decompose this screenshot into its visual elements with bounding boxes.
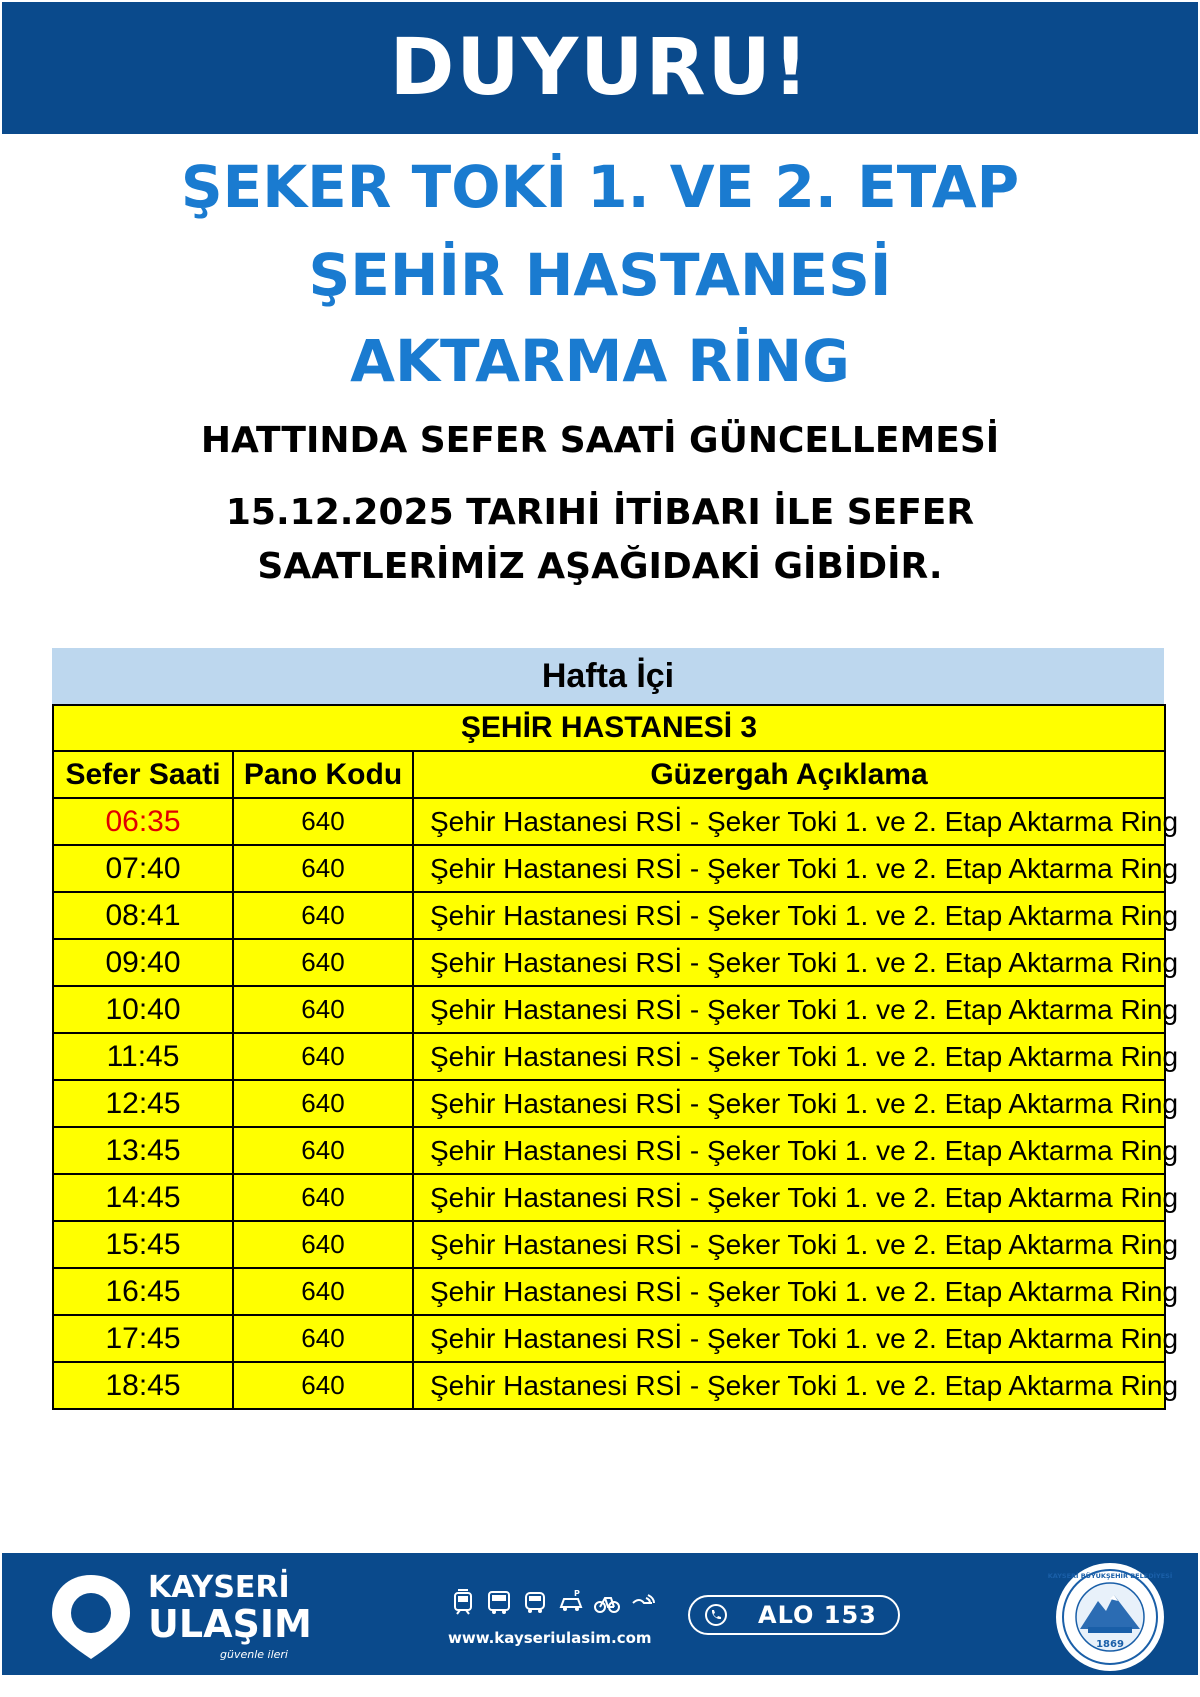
board-code: 640 — [233, 1221, 413, 1268]
seal-year: 1869 — [1096, 1639, 1124, 1650]
phone-icon — [704, 1603, 728, 1627]
departure-time: 10:40 — [53, 986, 233, 1033]
table-row — [53, 1174, 1165, 1221]
board-code: 640 — [233, 1033, 413, 1080]
bus-icon — [484, 1587, 514, 1617]
route-description: Şehir Hastanesi RSİ - Şeker Toki 1. ve 2. Etap Aktarma Ring — [413, 892, 1165, 939]
route-label: ŞEHİR HASTANESİ 3 — [53, 705, 1165, 751]
table-row — [53, 845, 1165, 892]
transport-icons — [448, 1587, 658, 1617]
route-description: Şehir Hastanesi RSİ - Şeker Toki 1. ve 2. Etap Aktarma Ring — [413, 986, 1165, 1033]
route-description: Şehir Hastanesi RSİ - Şeker Toki 1. ve 2. Etap Aktarma Ring — [413, 798, 1165, 845]
card-tap-icon — [628, 1587, 658, 1617]
column-header-code: Pano Kodu — [233, 751, 413, 798]
table-row — [53, 798, 1165, 845]
departure-time: 11:45 — [53, 1033, 233, 1080]
table-row — [53, 939, 1165, 986]
route-description: Şehir Hastanesi RSİ - Şeker Toki 1. ve 2. Etap Aktarma Ring — [413, 1127, 1165, 1174]
logo-line-2: ULAŞIM — [148, 1602, 312, 1646]
board-code: 640 — [233, 845, 413, 892]
board-code: 640 — [233, 798, 413, 845]
hotline-number: ALO 153 — [758, 1601, 877, 1629]
website-link[interactable]: www.kayseriulasim.com — [448, 1629, 652, 1647]
bicycle-icon — [592, 1587, 622, 1617]
subtitle: HATTINDA SEFER SAATİ GÜNCELLEMESİ — [200, 420, 1000, 461]
board-code: 640 — [233, 1174, 413, 1221]
table-row — [53, 1268, 1165, 1315]
board-code: 640 — [233, 1362, 413, 1409]
location-pin-icon — [46, 1571, 136, 1661]
notice-line-2: SAATLERİMİZ AŞAĞIDAKİ GİBİDİR. — [257, 546, 943, 587]
departure-time: 16:45 — [53, 1268, 233, 1315]
route-description: Şehir Hastanesi RSİ - Şeker Toki 1. ve 2. Etap Aktarma Ring — [413, 939, 1165, 986]
column-header-description: Güzergah Açıklama — [413, 751, 1165, 798]
route-description: Şehir Hastanesi RSİ - Şeker Toki 1. ve 2. Etap Aktarma Ring — [413, 1033, 1165, 1080]
footer — [2, 1553, 1198, 1675]
brand-logo — [148, 1570, 312, 1661]
table-row — [53, 1127, 1165, 1174]
hotline-badge[interactable] — [688, 1595, 900, 1635]
table-row — [53, 1221, 1165, 1268]
route-description: Şehir Hastanesi RSİ - Şeker Toki 1. ve 2. Etap Aktarma Ring — [413, 1315, 1165, 1362]
table-row — [53, 1033, 1165, 1080]
route-description: Şehir Hastanesi RSİ - Şeker Toki 1. ve 2. Etap Aktarma Ring — [413, 1362, 1165, 1409]
departure-time: 08:41 — [53, 892, 233, 939]
route-description: Şehir Hastanesi RSİ - Şeker Toki 1. ve 2. Etap Aktarma Ring — [413, 1221, 1165, 1268]
title-line-2: ŞEHİR HASTANESİ — [308, 241, 892, 309]
departure-time: 15:45 — [53, 1221, 233, 1268]
route-description: Şehir Hastanesi RSİ - Şeker Toki 1. ve 2. Etap Aktarma Ring — [413, 1174, 1165, 1221]
table-row — [53, 892, 1165, 939]
banner-title: DUYURU! — [389, 23, 811, 113]
board-code: 640 — [233, 1268, 413, 1315]
departure-time: 09:40 — [53, 939, 233, 986]
board-code: 640 — [233, 892, 413, 939]
timetable — [52, 704, 1179, 1410]
tram-icon — [448, 1587, 478, 1617]
logo-line-1: KAYSERİ — [148, 1570, 290, 1605]
route-description: Şehir Hastanesi RSİ - Şeker Toki 1. ve 2. Etap Aktarma Ring — [413, 1080, 1165, 1127]
notice-line-1: 15.12.2025 TARIHİ İTİBARI İLE SEFER — [225, 492, 975, 533]
board-code: 640 — [233, 939, 413, 986]
departure-time: 13:45 — [53, 1127, 233, 1174]
title-line-3: AKTARMA RİNG — [350, 327, 850, 395]
table-row — [53, 1315, 1165, 1362]
seal-text: KAYSERİ BÜYÜKŞEHİR BELEDİYESİ — [1047, 1572, 1173, 1580]
board-code: 640 — [233, 1127, 413, 1174]
departure-time: 07:40 — [53, 845, 233, 892]
board-code: 640 — [233, 1080, 413, 1127]
route-description: Şehir Hastanesi RSİ - Şeker Toki 1. ve 2. Etap Aktarma Ring — [413, 845, 1165, 892]
table-row — [53, 986, 1165, 1033]
table-row — [53, 1362, 1165, 1409]
departure-time: 14:45 — [53, 1174, 233, 1221]
minibus-icon — [520, 1587, 550, 1617]
departure-time: 17:45 — [53, 1315, 233, 1362]
title-line-1: ŞEKER TOKİ 1. VE 2. ETAP — [180, 153, 1020, 221]
logo-tagline: güvenle ileri — [220, 1648, 288, 1661]
board-code: 640 — [233, 1315, 413, 1362]
column-header-time: Sefer Saati — [53, 751, 233, 798]
top-banner — [2, 2, 1198, 134]
route-description: Şehir Hastanesi RSİ - Şeker Toki 1. ve 2. Etap Aktarma Ring — [413, 1268, 1165, 1315]
svg-text:P: P — [574, 1589, 580, 1598]
day-label: Hafta İçi — [52, 648, 1164, 704]
departure-time: 12:45 — [53, 1080, 233, 1127]
table-row — [53, 1080, 1165, 1127]
departure-time: 18:45 — [53, 1362, 233, 1409]
parking-car-icon — [556, 1587, 586, 1617]
departure-time: 06:35 — [53, 798, 233, 845]
municipality-seal — [1047, 1561, 1173, 1673]
schedule-table — [52, 648, 1179, 1410]
board-code: 640 — [233, 986, 413, 1033]
